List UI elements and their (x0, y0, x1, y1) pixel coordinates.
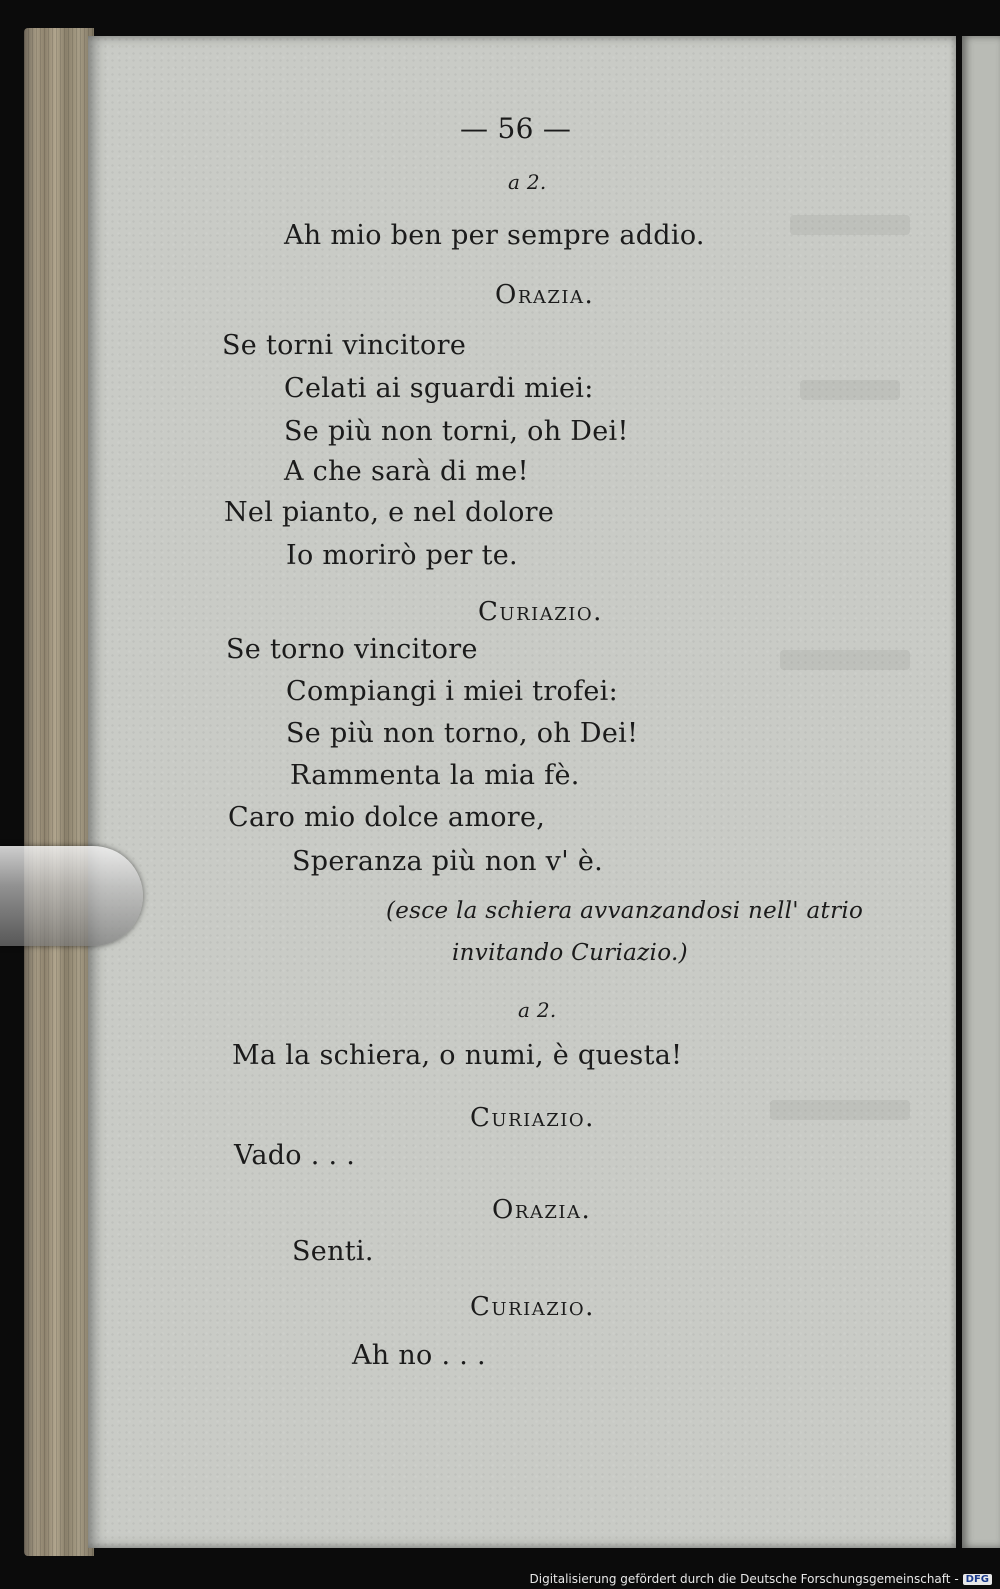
verse-line: Nel pianto, e nel dolore (224, 497, 555, 528)
verse-line: Se torni vincitore (222, 330, 467, 361)
page-number: — 56 — (460, 112, 572, 145)
book-page-edges (24, 28, 94, 1556)
verse-line: Vado . . . (234, 1140, 356, 1171)
dfg-logo: DFG (963, 1574, 992, 1585)
voice-marker: a 2. (518, 998, 557, 1022)
verse-line: Io morirò per te. (286, 540, 518, 571)
stage-direction: (esce la schiera avvanzandosi nell' atrio (386, 898, 864, 924)
verse-line: Speranza più non v' è. (292, 846, 603, 877)
verse-line: Ah no . . . (352, 1340, 486, 1371)
show-through-shadow (800, 380, 900, 400)
verse-line: Ma la schiera, o numi, è questa! (232, 1040, 683, 1071)
show-through-shadow (790, 215, 910, 235)
speaker-name: Curiazio. (470, 1103, 595, 1133)
verse-line: Se più non torno, oh Dei! (286, 718, 639, 749)
verse-line: Rammenta la mia fè. (290, 760, 580, 791)
speaker-name: Curiazio. (478, 597, 603, 627)
verse-line: A che sarà di me! (284, 456, 529, 487)
speaker-name: Orazia. (492, 1195, 592, 1225)
facing-page-edge (962, 36, 1000, 1548)
verse-line: Caro mio dolce amore, (228, 802, 546, 833)
verse-line: Celati ai sguardi miei: (284, 373, 594, 404)
show-through-shadow (780, 650, 910, 670)
speaker-name: Curiazio. (470, 1292, 595, 1322)
scanner-clip (0, 846, 143, 946)
digitization-credit (530, 1572, 993, 1586)
speaker-name: Orazia. (495, 280, 595, 310)
voice-marker: a 2. (508, 170, 547, 194)
verse-line: Ah mio ben per sempre addio. (284, 220, 705, 251)
stage-direction: invitando Curiazio.) (452, 940, 688, 966)
verse-line: Compiangi i miei trofei: (286, 676, 618, 707)
verse-line: Senti. (292, 1236, 374, 1267)
credit-text: Digitalisierung gefördert durch die Deutsche Forschungsgemeinschaft - (529, 1572, 959, 1586)
verse-line: Se torno vincitore (226, 634, 478, 665)
show-through-shadow (770, 1100, 910, 1120)
verse-line: Se più non torni, oh Dei! (284, 416, 629, 447)
